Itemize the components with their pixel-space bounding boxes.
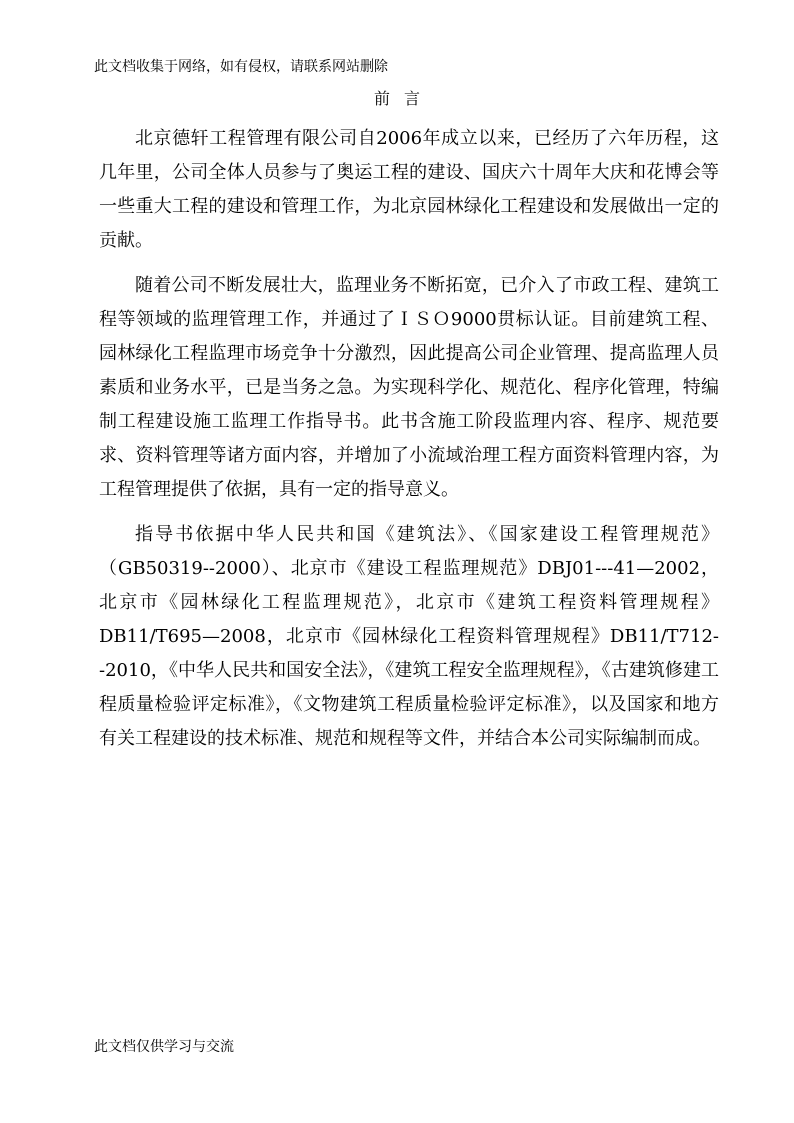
header-disclaimer: 此文档收集于网络，如有侵权，请联系网站删除 (94, 59, 388, 75)
page-title: 前言 (373, 89, 434, 108)
body-text (99, 122, 719, 756)
paragraph-references: 指导书依据中华人民共和国《建筑法》、《国家建设工程管理规范》（GB50319--2000）、北京市《建设工程监理规范》DBJ01---41—2002，北京市《园林绿化工程监理规范》，北京市《建筑工程资料管理规程》DB11/T695—2008，北京市《园林绿化工程资料管理规程》DB11/T712--2010，《中华人民共和国安全法》，《建筑工程安全监理规程》，《古建筑修建工程质量检验评定标准》，《文物建筑工程质量检验评定标准》，以及国家和地方有关工程建设的技术标准、规范和规程等文件，并结合本公司实际编制而成。 (99, 524, 719, 749)
paragraph-business-development: 随着公司不断发展壮大，监理业务不断拓宽，已介入了市政工程、建筑工程等领域的监理管理工作，并通过了ＩＳＯ9000贯标认证。目前建筑工程、园林绿化工程监理市场竞争十分激烈，因此提高公司企业管理、提高监理人员素质和业务水平，已是当务之急。为实现科学化、规范化、程序化管理，特编制工程建设施工监理工作指导书。此书含施工阶段监理内容、程序、规范要求、资料管理等诸方面内容，并增加了小流域治理工程方面资料管理内容，为工程管理提供了依据，具有一定的指导意义。 (99, 275, 719, 500)
footer-disclaimer: 此文档仅供学习与交流 (94, 1039, 234, 1055)
paragraph-company-history: 北京德轩工程管理有限公司自2006年成立以来，已经历了六年历程，这几年里，公司全体人员参与了奥运工程的建设、国庆六十周年大庆和花博会等一些重大工程的建设和管理工作，为北京园林绿化工程建设和发展做出一定的贡献。 (99, 128, 719, 251)
